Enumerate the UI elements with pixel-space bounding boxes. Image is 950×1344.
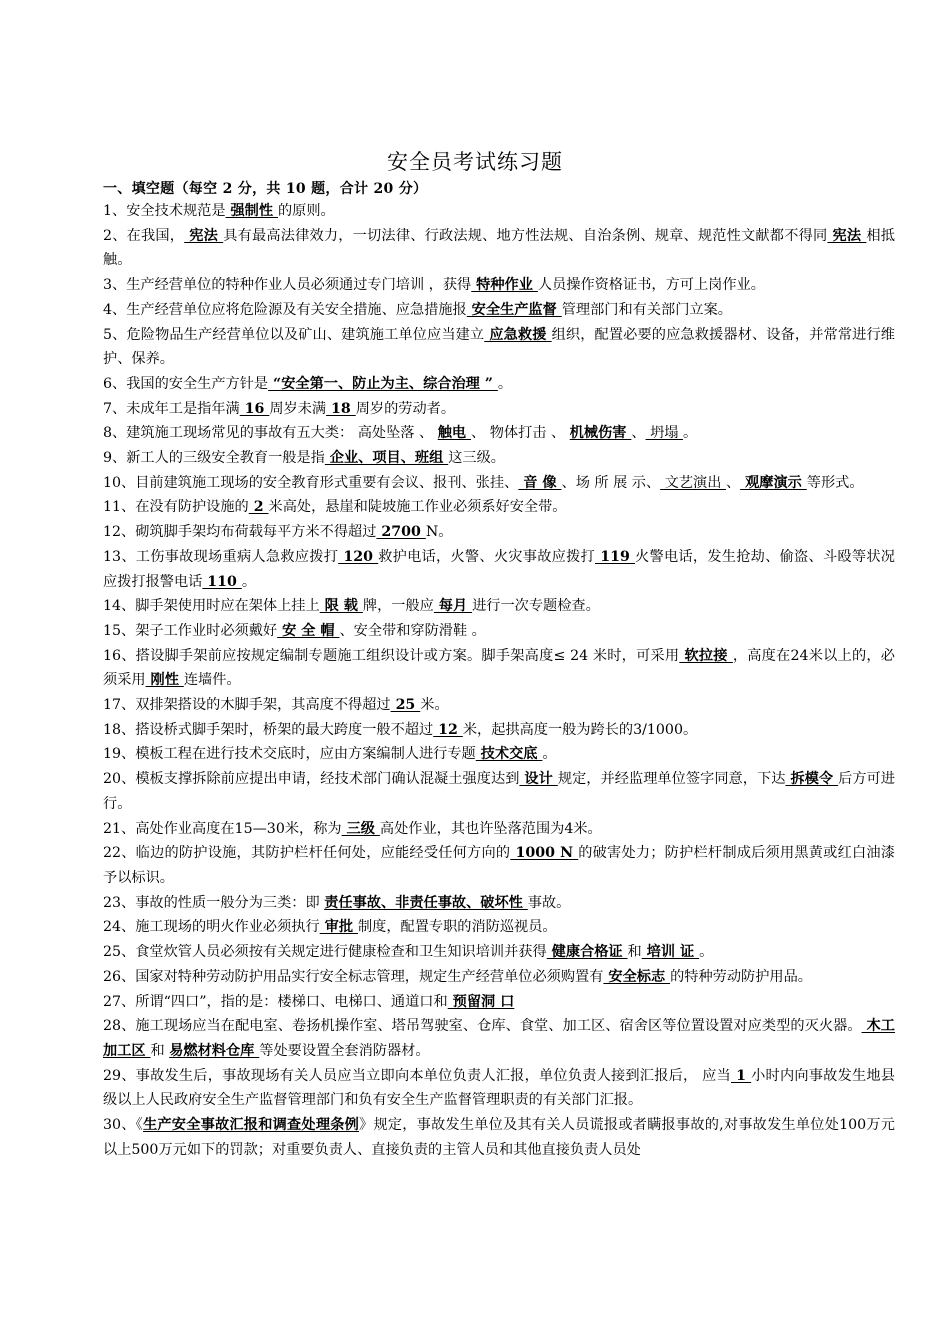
question-text: 18、搭设桥式脚手架时，桥架的最大跨度一般不超过 xyxy=(103,721,434,738)
question-text: 和 xyxy=(150,1042,170,1059)
question-text: 的特种劳动防护用品。 xyxy=(670,968,812,985)
question-text: 组织，配置必要的应急救援器材、设备，并常常进行维护、保养。 xyxy=(103,326,895,368)
question-text: 9、新工人的三级安全教育一般是指 xyxy=(103,450,325,467)
question-text: 小时内向事故发生地县级以上人民政府安全生产监督管理部门和负有安全生产监督管理职责的有关部门汇报。 xyxy=(103,1067,895,1109)
question-text: 、安全带和穿防滑鞋 。 xyxy=(339,622,486,639)
question-item xyxy=(103,495,895,520)
question-text: 12、砌筑脚手架均布荷载每平方米不得超过 xyxy=(103,524,377,541)
question-item xyxy=(103,915,895,940)
answer-blank: 宪法 xyxy=(184,227,224,244)
question-text: 高处作业，其也许坠落范围为4米。 xyxy=(379,820,602,837)
answer-blank: 责任事故、非责任事故、破坏性 xyxy=(324,894,528,911)
question-text: 》规定，事故发生单位及其有关人员谎报或者瞒报事故的,对事故发生单位处100万元以上500万元如下的罚款；对重要负责人、直接负责的主管人员和其他直接负责人员处 xyxy=(103,1117,895,1158)
answer-blank: 审批 xyxy=(319,919,358,936)
answer-blank: 触电 xyxy=(437,425,472,442)
question-item xyxy=(103,644,895,693)
question-text: 米高处，悬崖和陡坡施工作业必须系好安全带。 xyxy=(268,499,567,516)
answer-blank: 技术交底 xyxy=(475,746,543,763)
answer-blank: 生产安全事故汇报和调查处理条例 xyxy=(142,1117,360,1134)
question-text: 周岁的劳动者。 xyxy=(355,400,456,417)
question-item xyxy=(103,1113,895,1162)
question-item xyxy=(103,990,895,1015)
answer-blank: 培训 证 xyxy=(641,944,700,961)
answer-blank: 软拉接 xyxy=(679,647,733,664)
question-text: 、 xyxy=(631,425,646,442)
question-item xyxy=(103,372,895,397)
question-item xyxy=(103,1014,895,1063)
answer-blank: 音 像 xyxy=(518,474,562,491)
question-text: 7、未成年工是指年满 xyxy=(103,400,240,417)
question-text: 13、工伤事故现场重病人急救应拨打 xyxy=(103,548,339,565)
question-text: 。 xyxy=(682,425,698,442)
question-text: 15、架子工作业时必须戴好 xyxy=(103,622,278,639)
question-text: 规定，并经监理单位签字同意，下达 xyxy=(557,771,786,788)
answer-blank: 企业、项目、班组 xyxy=(324,450,449,467)
question-text: 的原则。 xyxy=(277,203,335,219)
answer-blank: 12 xyxy=(433,721,463,738)
question-text: 制度，配置专职的消防巡视员。 xyxy=(357,919,557,936)
question-text: N。 xyxy=(425,524,453,541)
question-text: 周岁未满 xyxy=(269,400,327,417)
answer-blank: 观摩演示 xyxy=(740,474,807,491)
answer-blank: 设计 xyxy=(519,771,558,788)
question-item xyxy=(103,520,895,545)
answer-blank: 安全标志 xyxy=(603,968,671,985)
question-text: 、 xyxy=(725,474,741,491)
question-text: 23、事故的性质一般分为三类：即 xyxy=(103,894,325,911)
question-text: ，高度在24米以上的，必须采用 xyxy=(103,647,895,689)
question-item xyxy=(103,693,895,718)
question-item xyxy=(103,224,895,273)
answer-blank: 宪法 xyxy=(827,227,867,244)
answer-blank: 110 xyxy=(202,573,242,590)
question-item xyxy=(103,619,895,644)
question-text: 米。 xyxy=(420,697,449,714)
section-heading: 一、填空题（每空 2 分，共 10 题，合计 20 分） xyxy=(103,181,428,197)
question-text: 10、目前建筑施工现场的安全教育形式重要有会议、报刊、张挂、 xyxy=(103,474,519,491)
question-text: 。 xyxy=(699,944,714,961)
question-item xyxy=(103,397,895,422)
question-text: 25、食堂炊管人员必须按有关规定进行健康检查和卫生知识培训并获得 xyxy=(103,944,547,961)
question-text: 进行一次专题检查。 xyxy=(472,598,600,615)
question-text: 这三级。 xyxy=(448,450,505,467)
question-text: 、 物体打击 、 xyxy=(471,425,570,442)
question-text: 。 xyxy=(497,375,513,392)
question-item xyxy=(103,594,895,619)
question-text: 人员操作资格证书，方可上岗作业。 xyxy=(537,277,765,294)
question-text: 等形式。 xyxy=(806,474,864,491)
answer-blank: 应急救援 xyxy=(484,326,552,343)
underlined-text: 文艺演出 xyxy=(660,474,726,491)
answer-blank: 预留洞 口 xyxy=(447,993,515,1010)
question-text: 26、国家对特种劳动防护用品实行安全标志管理，规定生产经营单位必须购置有 xyxy=(103,968,604,985)
question-text: 4、生产经营单位应将危险源及有关安全措施、应急措施报 xyxy=(103,301,467,318)
question-item xyxy=(103,965,895,990)
answer-blank: 2 xyxy=(248,499,269,516)
answer-blank: 限 载 xyxy=(319,598,363,615)
question-text: 21、高处作业高度在15—30米，称为 xyxy=(103,820,342,837)
question-text: 28、施工现场应当在配电室、卷扬机操作室、塔吊驾驶室、仓库、食堂、加工区、宿舍区等位置设置对应类型的灭火器。 xyxy=(103,1018,862,1035)
question-item xyxy=(103,891,895,916)
question-text: 相抵触。 xyxy=(103,227,895,269)
answer-blank: 易燃材料仓库 xyxy=(169,1042,260,1059)
answer-blank: 安 全 帽 xyxy=(277,622,340,639)
question-item xyxy=(103,471,895,496)
question-text: 11、在没有防护设施的 xyxy=(103,499,249,516)
question-text: 27、所谓“四口”，指的是：楼梯口、电梯口、通道口和 xyxy=(103,993,448,1010)
question-text: 。 xyxy=(542,746,557,763)
question-item xyxy=(103,323,895,372)
question-text: 8、建筑施工现场常见的事故有五大类： 高处坠落 、 xyxy=(103,425,438,442)
question-text: 具有最高法律效力，一切法律、行政法规、地方性法规、自治条例、规章、规范性文献都不得同 xyxy=(223,227,828,244)
question-item xyxy=(103,298,895,323)
answer-blank: 拆模令 xyxy=(785,771,839,788)
question-text: 。 xyxy=(241,573,257,590)
question-text: 米，起拱高度一般为跨长的3/1000。 xyxy=(462,721,698,738)
answer-blank: 木工加工区 xyxy=(103,1018,895,1059)
question-text: 17、双排架搭设的木脚手架，其高度不得超过 xyxy=(103,697,391,714)
question-item xyxy=(103,199,895,224)
answer-blank: 刚性 xyxy=(145,672,184,689)
question-list xyxy=(103,199,895,1162)
question-item xyxy=(103,446,895,471)
question-text: 救护电话，火警、火灾事故应拨打 xyxy=(378,548,596,565)
question-text: 5、危险物品生产经营单位以及矿山、建筑施工单位应当建立 xyxy=(103,326,485,343)
answer-blank: 18 xyxy=(326,400,356,417)
question-text: 管理部门和有关部门立案。 xyxy=(561,301,732,318)
answer-blank: 每月 xyxy=(433,598,473,615)
question-item xyxy=(103,718,895,743)
question-text: 的破害处力；防护栏杆制成后须用黑黄或红白油漆予以标识。 xyxy=(103,845,895,886)
question-text: 6、我国的安全生产方针是 xyxy=(103,375,269,392)
question-text: 连墙件。 xyxy=(183,672,241,689)
question-item xyxy=(103,742,895,767)
question-text: 22、临边的防护设施，其防护栏杆任何处，应能经受任何方向的 xyxy=(103,845,511,862)
question-text: 3、生产经营单位的特种作业人员必须通过专门培训 ，获得 xyxy=(103,277,472,294)
question-text: 30、《 xyxy=(103,1117,143,1134)
answer-blank: 120 xyxy=(338,548,379,565)
question-text: 1、安全技术规范是 xyxy=(103,203,226,219)
question-text: 16、搭设脚手架前应按规定编制专题施工组织设计或方案。脚手架高度≤ 24 米时，可采用 xyxy=(103,647,680,664)
question-text: 20、模板支撑拆除前应提出申请，经技术部门确认混凝土强度达到 xyxy=(103,771,520,788)
question-text: 29、事故发生后，事故现场有关人员应当立即向本单位负责人汇报，单位负责人接到汇报后， 应当 xyxy=(103,1067,731,1084)
question-item xyxy=(103,817,895,842)
question-text: 火警电话，发生抢劫、偷盗、斗殴等状况应拨打报警电话 xyxy=(103,548,895,590)
answer-blank: 特种作业 xyxy=(471,277,538,294)
answer-blank: 三级 xyxy=(341,820,380,837)
answer-blank: 119 xyxy=(595,548,636,565)
question-text: 牌，一般应 xyxy=(362,598,434,615)
answer-blank: 16 xyxy=(239,400,270,417)
answer-blank: “安全第一、防止为主、综合治理 ” xyxy=(268,375,498,392)
answer-blank: 1 xyxy=(730,1067,752,1084)
question-item xyxy=(103,273,895,298)
answer-blank: 安全生产监督 xyxy=(466,301,562,318)
question-item xyxy=(103,767,895,816)
question-item xyxy=(103,545,895,594)
question-text: 等处要设置全套消防器材。 xyxy=(259,1042,430,1059)
question-text: 、场 所 展 示、 xyxy=(561,474,661,491)
question-text: 和 xyxy=(627,944,642,961)
answer-blank: 2700 xyxy=(376,524,426,541)
question-item xyxy=(103,841,895,890)
question-item xyxy=(103,940,895,965)
answer-blank: 强制性 xyxy=(225,203,278,219)
answer-blank: 1000 N xyxy=(510,845,579,862)
underlined-text: 坍塌 xyxy=(645,425,683,442)
answer-blank: 健康合格证 xyxy=(546,944,628,961)
question-text: 2、在我国， xyxy=(103,227,185,244)
question-text: 24、施工现场的明火作业必须执行 xyxy=(103,919,320,936)
question-text: 19、模板工程在进行技术交底时，应由方案编制人进行专题 xyxy=(103,746,476,763)
answer-blank: 机械伤害 xyxy=(569,425,632,442)
question-item xyxy=(103,421,895,446)
question-text: 14、脚手架使用时应在架体上挂上 xyxy=(103,598,320,615)
answer-blank: 25 xyxy=(390,697,421,714)
question-item xyxy=(103,1064,895,1113)
document-title: 安全员考试练习题 xyxy=(387,150,563,174)
question-text: 事故。 xyxy=(527,894,571,911)
question-text: 后方可进行。 xyxy=(103,771,895,812)
